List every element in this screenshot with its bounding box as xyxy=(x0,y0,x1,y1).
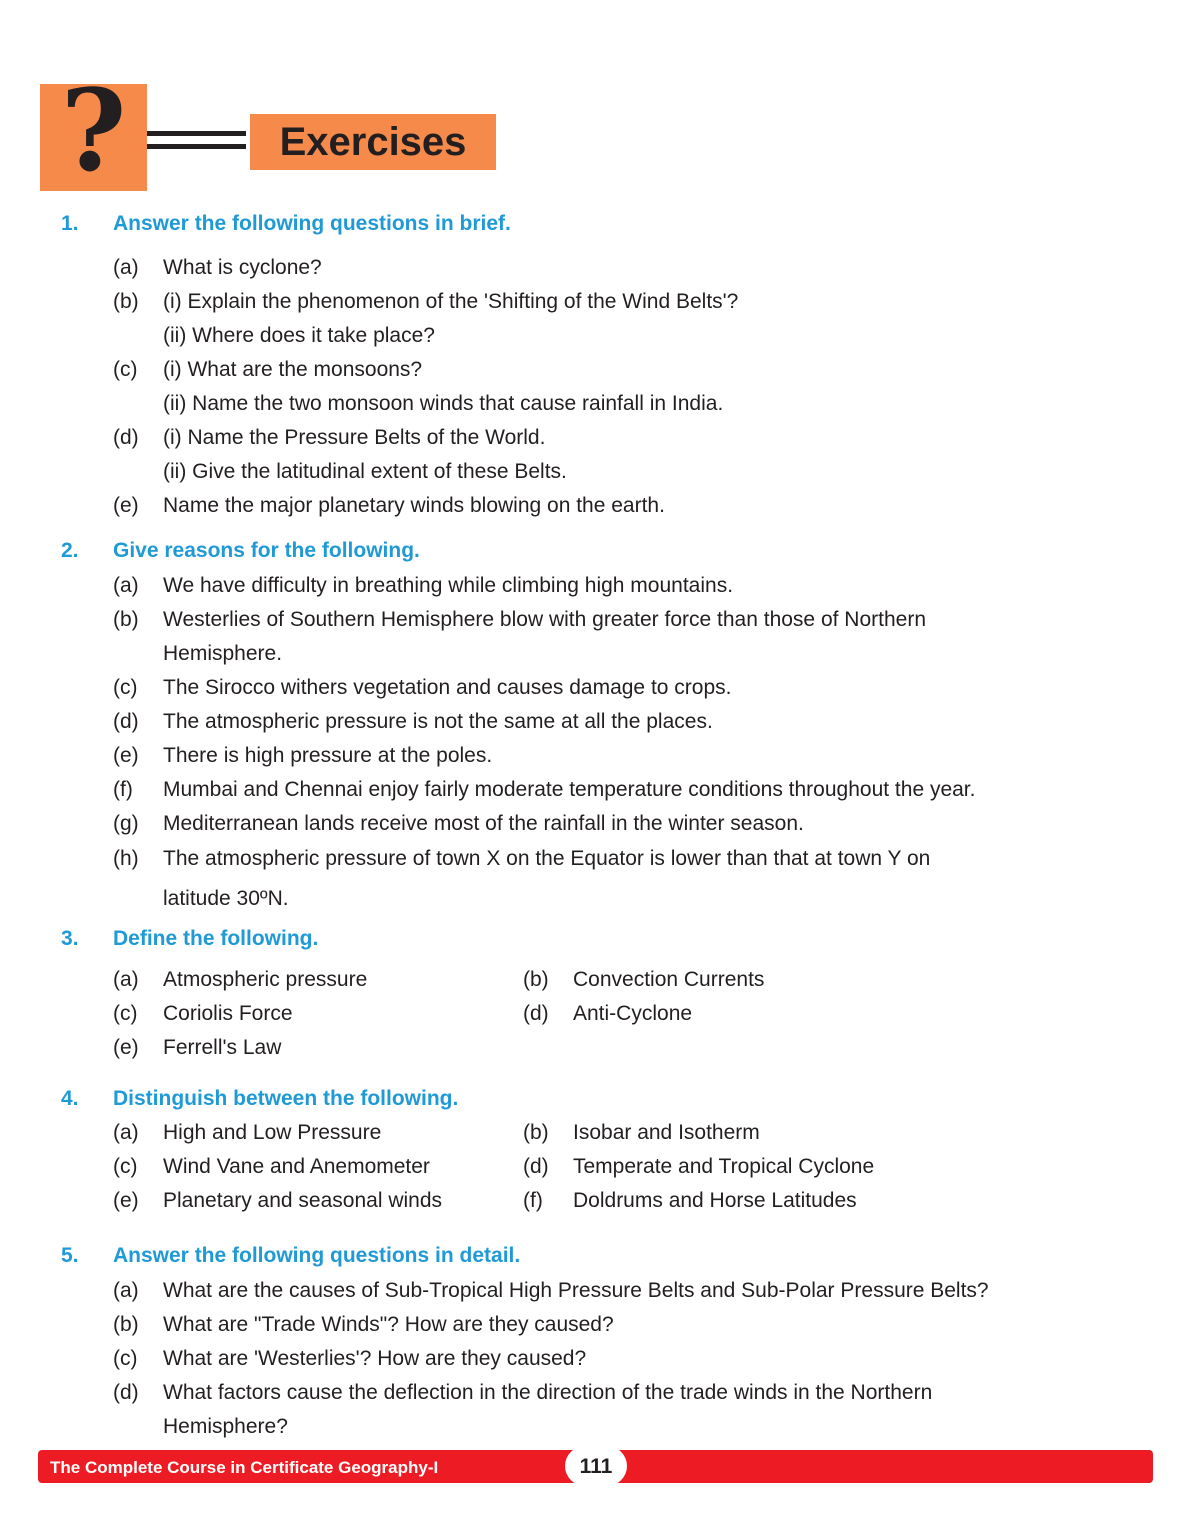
item-label: (e) xyxy=(113,744,139,767)
section-title: Answer the following questions in brief. xyxy=(113,212,511,235)
item-label: (b) xyxy=(113,608,139,631)
reason-text: Hemisphere. xyxy=(163,642,283,665)
question-text: (ii) Where does it take place? xyxy=(163,324,435,347)
item-label: (b) xyxy=(523,1121,549,1144)
question-mark-icon: ? xyxy=(60,66,127,197)
item-label: (a) xyxy=(113,1121,139,1144)
section-number: 2. xyxy=(61,539,79,562)
term-text: Atmospheric pressure xyxy=(163,968,368,991)
item-label: (c) xyxy=(113,1155,138,1178)
page-title: Exercises xyxy=(279,120,467,164)
item-label: (f) xyxy=(113,778,133,801)
item-label: (b) xyxy=(113,1313,139,1336)
item-label: (a) xyxy=(113,1279,139,1302)
reason-text: latitude 30ºN. xyxy=(163,887,289,910)
question-mark-badge xyxy=(40,66,147,197)
item-label: (d) xyxy=(113,1381,139,1404)
question-text: (i) What are the monsoons? xyxy=(163,358,423,381)
question-text: What are "Trade Winds"? How are they caused? xyxy=(163,1313,614,1336)
term-text: Convection Currents xyxy=(573,968,765,991)
term-text: Anti-Cyclone xyxy=(573,1002,693,1025)
item-label: (b) xyxy=(113,290,139,313)
section-title: Give reasons for the following. xyxy=(113,539,420,562)
reason-text: Mediterranean lands receive most of the rainfall in the winter season. xyxy=(163,812,804,835)
section-number: 4. xyxy=(61,1087,79,1110)
reason-text: There is high pressure at the poles. xyxy=(163,744,493,767)
question-text: (i) Name the Pressure Belts of the World. xyxy=(163,426,546,449)
header-double-rule-bottom xyxy=(147,144,251,149)
item-label: (c) xyxy=(113,358,138,381)
pair-text: Doldrums and Horse Latitudes xyxy=(573,1189,857,1212)
page-number: 111 xyxy=(565,1446,627,1486)
pair-text: Planetary and seasonal winds xyxy=(163,1189,443,1212)
question-text: What are 'Westerlies'? How are they caused? xyxy=(163,1347,587,1370)
section-title: Answer the following questions in detail. xyxy=(113,1244,521,1267)
item-label: (c) xyxy=(113,676,138,699)
reason-text: The atmospheric pressure of town X on the Equator is lower than that at town Y on xyxy=(163,847,931,870)
term-text: Ferrell's Law xyxy=(163,1036,282,1059)
footer-bar xyxy=(38,1450,1153,1483)
pair-text: Wind Vane and Anemometer xyxy=(163,1155,430,1178)
item-label: (f) xyxy=(523,1189,543,1212)
pair-text: Isobar and Isotherm xyxy=(573,1121,760,1144)
reason-text: The atmospheric pressure is not the same at all the places. xyxy=(163,710,713,733)
section-number: 3. xyxy=(61,927,79,950)
book-title: The Complete Course in Certificate Geography-I xyxy=(50,1458,439,1477)
question-text: What is cyclone? xyxy=(163,256,322,279)
item-label: (g) xyxy=(113,812,139,835)
item-label: (d) xyxy=(523,1002,549,1025)
section-title: Define the following. xyxy=(113,927,319,950)
question-text: Name the major planetary winds blowing on the earth. xyxy=(163,494,665,517)
section-title: Distinguish between the following. xyxy=(113,1087,459,1110)
item-label: (e) xyxy=(113,1036,139,1059)
item-label: (d) xyxy=(523,1155,549,1178)
section-number: 5. xyxy=(61,1244,79,1267)
header-double-rule-top xyxy=(147,131,251,136)
item-label: (a) xyxy=(113,574,139,597)
term-text: Coriolis Force xyxy=(163,1002,293,1025)
item-label: (c) xyxy=(113,1347,138,1370)
reason-text: Mumbai and Chennai enjoy fairly moderate temperature conditions throughout the year. xyxy=(163,778,976,801)
pair-text: High and Low Pressure xyxy=(163,1121,382,1144)
reason-text: We have difficulty in breathing while climbing high mountains. xyxy=(163,574,734,597)
item-label: (d) xyxy=(113,710,139,733)
question-text: What factors cause the deflection in the direction of the trade winds in the Northern xyxy=(163,1381,933,1404)
title-box xyxy=(246,114,496,170)
reason-text: The Sirocco withers vegetation and causes damage to crops. xyxy=(163,676,732,699)
question-text: What are the causes of Sub-Tropical High Pressure Belts and Sub-Polar Pressure Belts? xyxy=(163,1279,989,1302)
question-text: Hemisphere? xyxy=(163,1415,288,1438)
item-label: (h) xyxy=(113,847,139,870)
exercises-header xyxy=(40,66,500,197)
item-label: (b) xyxy=(523,968,549,991)
item-label: (d) xyxy=(113,426,139,449)
section-number: 1. xyxy=(61,212,79,235)
item-label: (c) xyxy=(113,1002,138,1025)
question-text: (ii) Name the two monsoon winds that cause rainfall in India. xyxy=(163,392,724,415)
item-label: (a) xyxy=(113,256,139,279)
question-text: (ii) Give the latitudinal extent of these Belts. xyxy=(163,460,567,483)
item-label: (e) xyxy=(113,494,139,517)
item-label: (e) xyxy=(113,1189,139,1212)
question-text: (i) Explain the phenomenon of the 'Shifting of the Wind Belts'? xyxy=(163,290,739,313)
pair-text: Temperate and Tropical Cyclone xyxy=(573,1155,875,1178)
reason-text: Westerlies of Southern Hemisphere blow with greater force than those of Northern xyxy=(163,608,926,631)
item-label: (a) xyxy=(113,968,139,991)
